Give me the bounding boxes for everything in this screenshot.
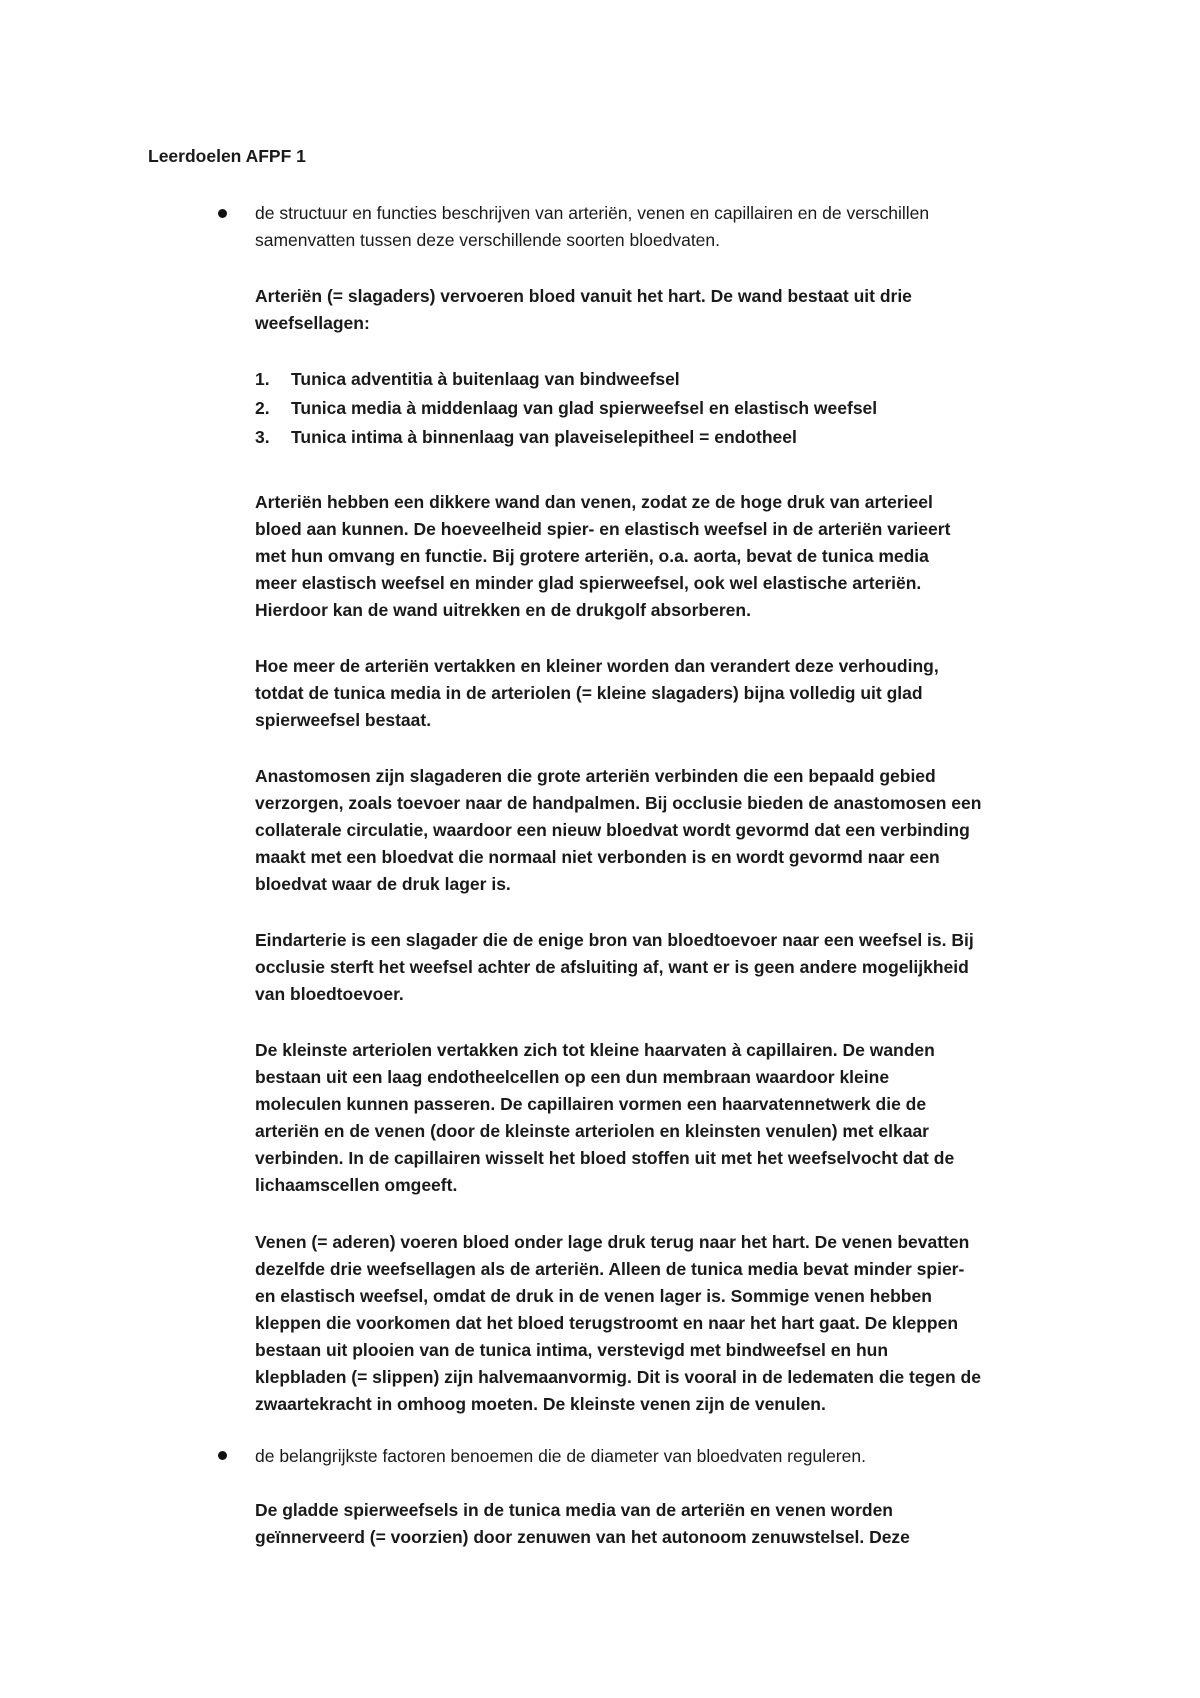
- text-line: weefsellagen:: [255, 313, 370, 333]
- text-line: collaterale circulatie, waardoor een nieuw bloedvat wordt gevormd dat een verbinding: [255, 820, 970, 840]
- document-title: Leerdoelen AFPF 1: [148, 146, 306, 166]
- para-venen: [255, 1229, 1085, 1418]
- para-intro: [255, 283, 1085, 337]
- list-item: [255, 395, 1085, 424]
- text-line: klepbladen (= slippen) zijn halvemaanvormig. Dit is vooral in de ledematen die tegen de: [255, 1367, 981, 1387]
- text-line: van bloedtoevoer.: [255, 984, 404, 1004]
- text-line: de structuur en functies beschrijven van arteriën, venen en capillairen en de verschillen: [255, 203, 930, 223]
- list-text: Tunica adventitia à buitenlaag van bindweefsel: [291, 369, 680, 389]
- text-line: verbinden. In de capillairen wisselt het bloed stoffen uit met het weefselvocht dat de: [255, 1148, 955, 1168]
- list-item: [255, 424, 1085, 453]
- text-line: samenvatten tussen deze verschillende soorten bloedvaten.: [255, 230, 721, 250]
- text-line: moleculen kunnen passeren. De capillairen vormen een haarvatennetwerk die de: [255, 1094, 927, 1114]
- bullet-icon: [218, 209, 227, 218]
- text-line: Venen (= aderen) voeren bloed onder lage druk terug naar het hart. De venen bevatten: [255, 1232, 970, 1252]
- text-line: bloedvat waar de druk lager is.: [255, 874, 511, 894]
- para-capillairen: [255, 1037, 1085, 1199]
- text-line: dezelfde drie weefsellagen als de arteriën. Alleen de tunica media bevat minder spier-: [255, 1259, 965, 1279]
- list-number: 2.: [255, 398, 270, 418]
- text-line: en elastisch weefsel, omdat de druk in de venen lager is. Sommige venen hebben: [255, 1286, 932, 1306]
- para-wand: [255, 489, 1085, 624]
- text-line: kleppen die voorkomen dat het bloed terugstroomt en naar het hart gaat. De kleppen: [255, 1313, 959, 1333]
- list-text: Tunica media à middenlaag van glad spierweefsel en elastisch weefsel: [291, 398, 878, 418]
- text-line: Hoe meer de arteriën vertakken en kleiner worden dan verandert deze verhouding,: [255, 656, 939, 676]
- list-number: 1.: [255, 369, 270, 389]
- text-line: lichaamscellen omgeeft.: [255, 1175, 458, 1195]
- text-line: geïnnerveerd (= voorzien) door zenuwen van het autonoom zenuwstelsel. Deze: [255, 1527, 910, 1547]
- tunica-list: [255, 366, 1085, 453]
- text-line: zwaartekracht in omhoog moeten. De kleinste venen zijn de venulen.: [255, 1394, 826, 1414]
- text-line: meer elastisch weefsel en minder glad spierweefsel, ook wel elastische arteriën.: [255, 573, 922, 593]
- list-text: Tunica intima à binnenlaag van plaveiselepitheel = endotheel: [291, 427, 797, 447]
- text-line: bestaan uit een laag endotheelcellen op een dun membraan waardoor kleine: [255, 1067, 890, 1087]
- text-line: Hierdoor kan de wand uitrekken en de drukgolf absorberen.: [255, 600, 751, 620]
- text-line: verzorgen, zoals toevoer naar de handpalmen. Bij occlusie bieden de anastomosen een: [255, 793, 982, 813]
- text-line: totdat de tunica media in de arteriolen (= kleine slagaders) bijna volledig uit glad: [255, 683, 923, 703]
- text-line: Anastomosen zijn slagaderen die grote arteriën verbinden die een bepaald gebied: [255, 766, 936, 786]
- list-item: [255, 366, 1085, 395]
- text-line: de belangrijkste factoren benoemen die de diameter van bloedvaten reguleren.: [255, 1446, 866, 1466]
- text-line: arteriën en de venen (door de kleinste arteriolen en kleinsten venulen) met elkaar: [255, 1121, 929, 1141]
- text-line: Arteriën (= slagaders) vervoeren bloed vanuit het hart. De wand bestaat uit drie: [255, 286, 912, 306]
- text-line: Eindarterie is een slagader die de enige bron van bloedtoevoer naar een weefsel is. Bij: [255, 930, 974, 950]
- para-vertakken: [255, 653, 1085, 734]
- para-gladde: [255, 1497, 1085, 1551]
- bullet2-text: [255, 1443, 1085, 1470]
- text-line: De kleinste arteriolen vertakken zich tot kleine haarvaten à capillairen. De wanden: [255, 1040, 935, 1060]
- text-line: maakt met een bloedvat die normaal niet verbonden is en wordt gevormd naar een: [255, 847, 940, 867]
- text-line: Arteriën hebben een dikkere wand dan venen, zodat ze de hoge druk van arterieel: [255, 492, 933, 512]
- text-line: spierweefsel bestaat.: [255, 710, 432, 730]
- para-eindarterie: [255, 927, 1085, 1008]
- text-line: bloed aan kunnen. De hoeveelheid spier- en elastisch weefsel in de arteriën varieert: [255, 519, 951, 539]
- text-line: met hun omvang en functie. Bij grotere arteriën, o.a. aorta, bevat de tunica media: [255, 546, 929, 566]
- text-line: occlusie sterft het weefsel achter de afsluiting af, want er is geen andere mogelijkheid: [255, 957, 969, 977]
- text-line: bestaan uit plooien van de tunica intima, verstevigd met bindweefsel en hun: [255, 1340, 889, 1360]
- list-number: 3.: [255, 427, 270, 447]
- text-line: De gladde spierweefsels in de tunica media van de arteriën en venen worden: [255, 1500, 893, 1520]
- para-anastomosen: [255, 763, 1085, 898]
- bullet1-text: [255, 200, 1085, 254]
- bullet-icon: [218, 1451, 227, 1460]
